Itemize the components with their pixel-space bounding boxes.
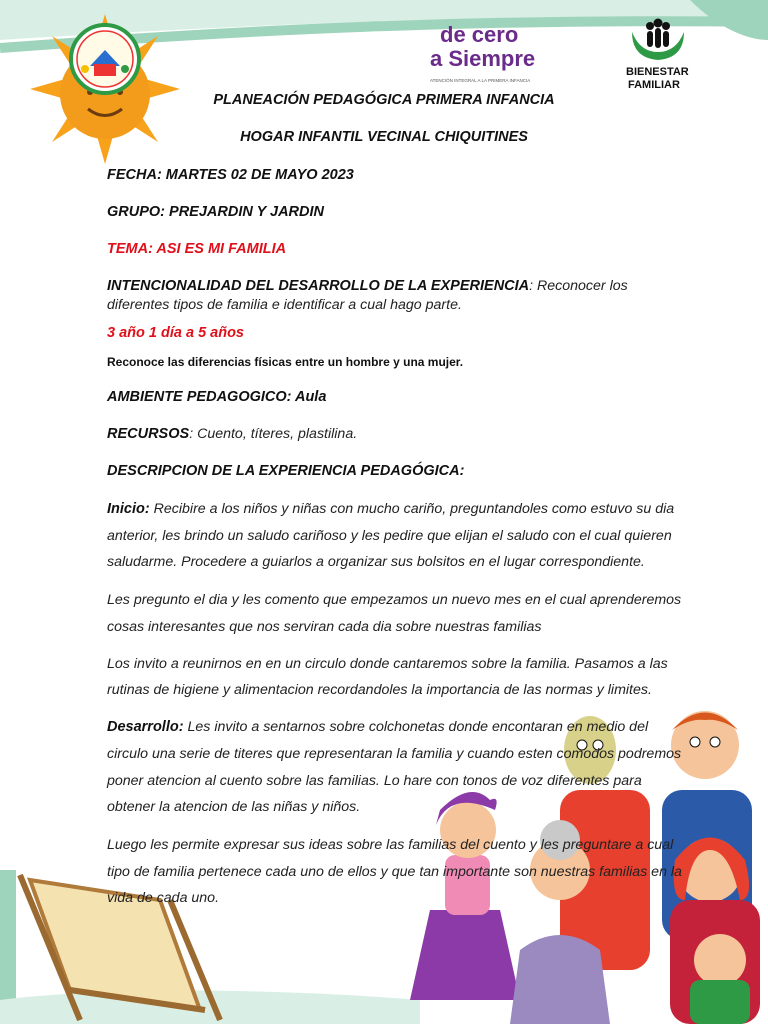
tema-field: TEMA: ASI ES MI FAMILIA <box>107 241 287 257</box>
desarrollo-label: Desarrollo: <box>107 719 184 735</box>
recursos-text: : Cuento, títeres, plastilina. <box>189 426 358 442</box>
p3-text1: Los invito a reunirnos en en un circulo donde cantaremos sobre la familia. Pasamos a las <box>107 656 668 672</box>
icbf-line2: FAMILIAR <box>628 79 680 91</box>
desarrollo-text1: Les invito a sentarnos sobre colchonetas donde encontaran en medio del <box>183 719 649 735</box>
desarrollo-line1 <box>107 719 648 735</box>
desarrollo-text2: circulo una serie de titeres que representaran la familia y cuando esten comodos podremos <box>107 746 682 762</box>
recursos-label: RECURSOS <box>107 426 190 442</box>
page-title: PLANEACIÓN PEDAGÓGICA PRIMERA INFANCIA <box>213 92 555 108</box>
p2-text1: Les pregunto el dia y les comento que empezamos un nuevo mes en el cual aprenderemos <box>107 592 682 608</box>
brand-line2: a Siempre <box>430 46 536 71</box>
p5-text3: vida de cada uno. <box>107 890 220 906</box>
page-subtitle: HOGAR INFANTIL VECINAL CHIQUITINES <box>240 129 528 145</box>
desarrollo-text3: poner atencion al cuento sobre las familias. Lo hare con tonos de voz diferentes para <box>107 773 642 789</box>
grupo-field: GRUPO: PREJARDIN Y JARDIN <box>107 204 325 220</box>
inicio-line1 <box>107 501 674 517</box>
icbf-line1: BIENESTAR <box>626 66 689 78</box>
intencionalidad-label: INTENCIONALIDAD DEL DESARROLLO DE LA EXPERIENCIA <box>107 278 530 294</box>
inicio-text3: saludarme. Procedere a guiarlos a organizar sus bolsitos en el lugar correspondiente. <box>107 554 645 570</box>
descripcion-heading: DESCRIPCION DE LA EXPERIENCIA PEDAGÓGICA: <box>107 463 465 479</box>
fecha-field: FECHA: MARTES 02 DE MAYO 2023 <box>107 167 354 183</box>
age-range: 3 año 1 día a 5 años <box>107 325 244 341</box>
p5-text2: tipo de familia pertenece cada uno de ellos y que tan importante son nuestras familias en la <box>107 864 682 880</box>
intencionalidad-line1 <box>107 278 628 294</box>
age-objective: Reconoce las diferencias físicas entre un hombre y una mujer. <box>107 355 464 369</box>
inicio-text2: anterior, les brindo un saludo cariñoso y les pedire que elijan el saludo con el cual quieren <box>107 528 672 544</box>
inicio-text1: Recibire a los niños y niñas con mucho cariño, preguntandoles como estuvo su dia <box>149 501 675 517</box>
ambiente-field: AMBIENTE PEDAGOGICO: Aula <box>107 389 327 405</box>
inicio-label: Inicio: <box>107 501 150 517</box>
p3-text2: rutinas de higiene y alimentacion recordandoles la importancia de las normas y limites. <box>107 682 652 698</box>
intencionalidad-text2: diferentes tipos de familia e identificar a cual hago parte. <box>107 297 462 313</box>
intencionalidad-text1: : Reconocer los <box>529 278 628 294</box>
brand-tagline: ATENCIÓN INTEGRAL A LA PRIMERA INFANCIA <box>430 78 531 83</box>
brand-line1: de cero <box>440 22 519 47</box>
desarrollo-text4: obtener la atencion de las niñas y niños. <box>107 799 361 815</box>
p5-text1: Luego les permite expresar sus ideas sobre las familias del cuento y les preguntare a cual <box>107 837 674 853</box>
p2-text2: cosas interesantes que nos serviran cada dia sobre nuestras familias <box>107 619 542 635</box>
recursos-line <box>107 426 357 442</box>
